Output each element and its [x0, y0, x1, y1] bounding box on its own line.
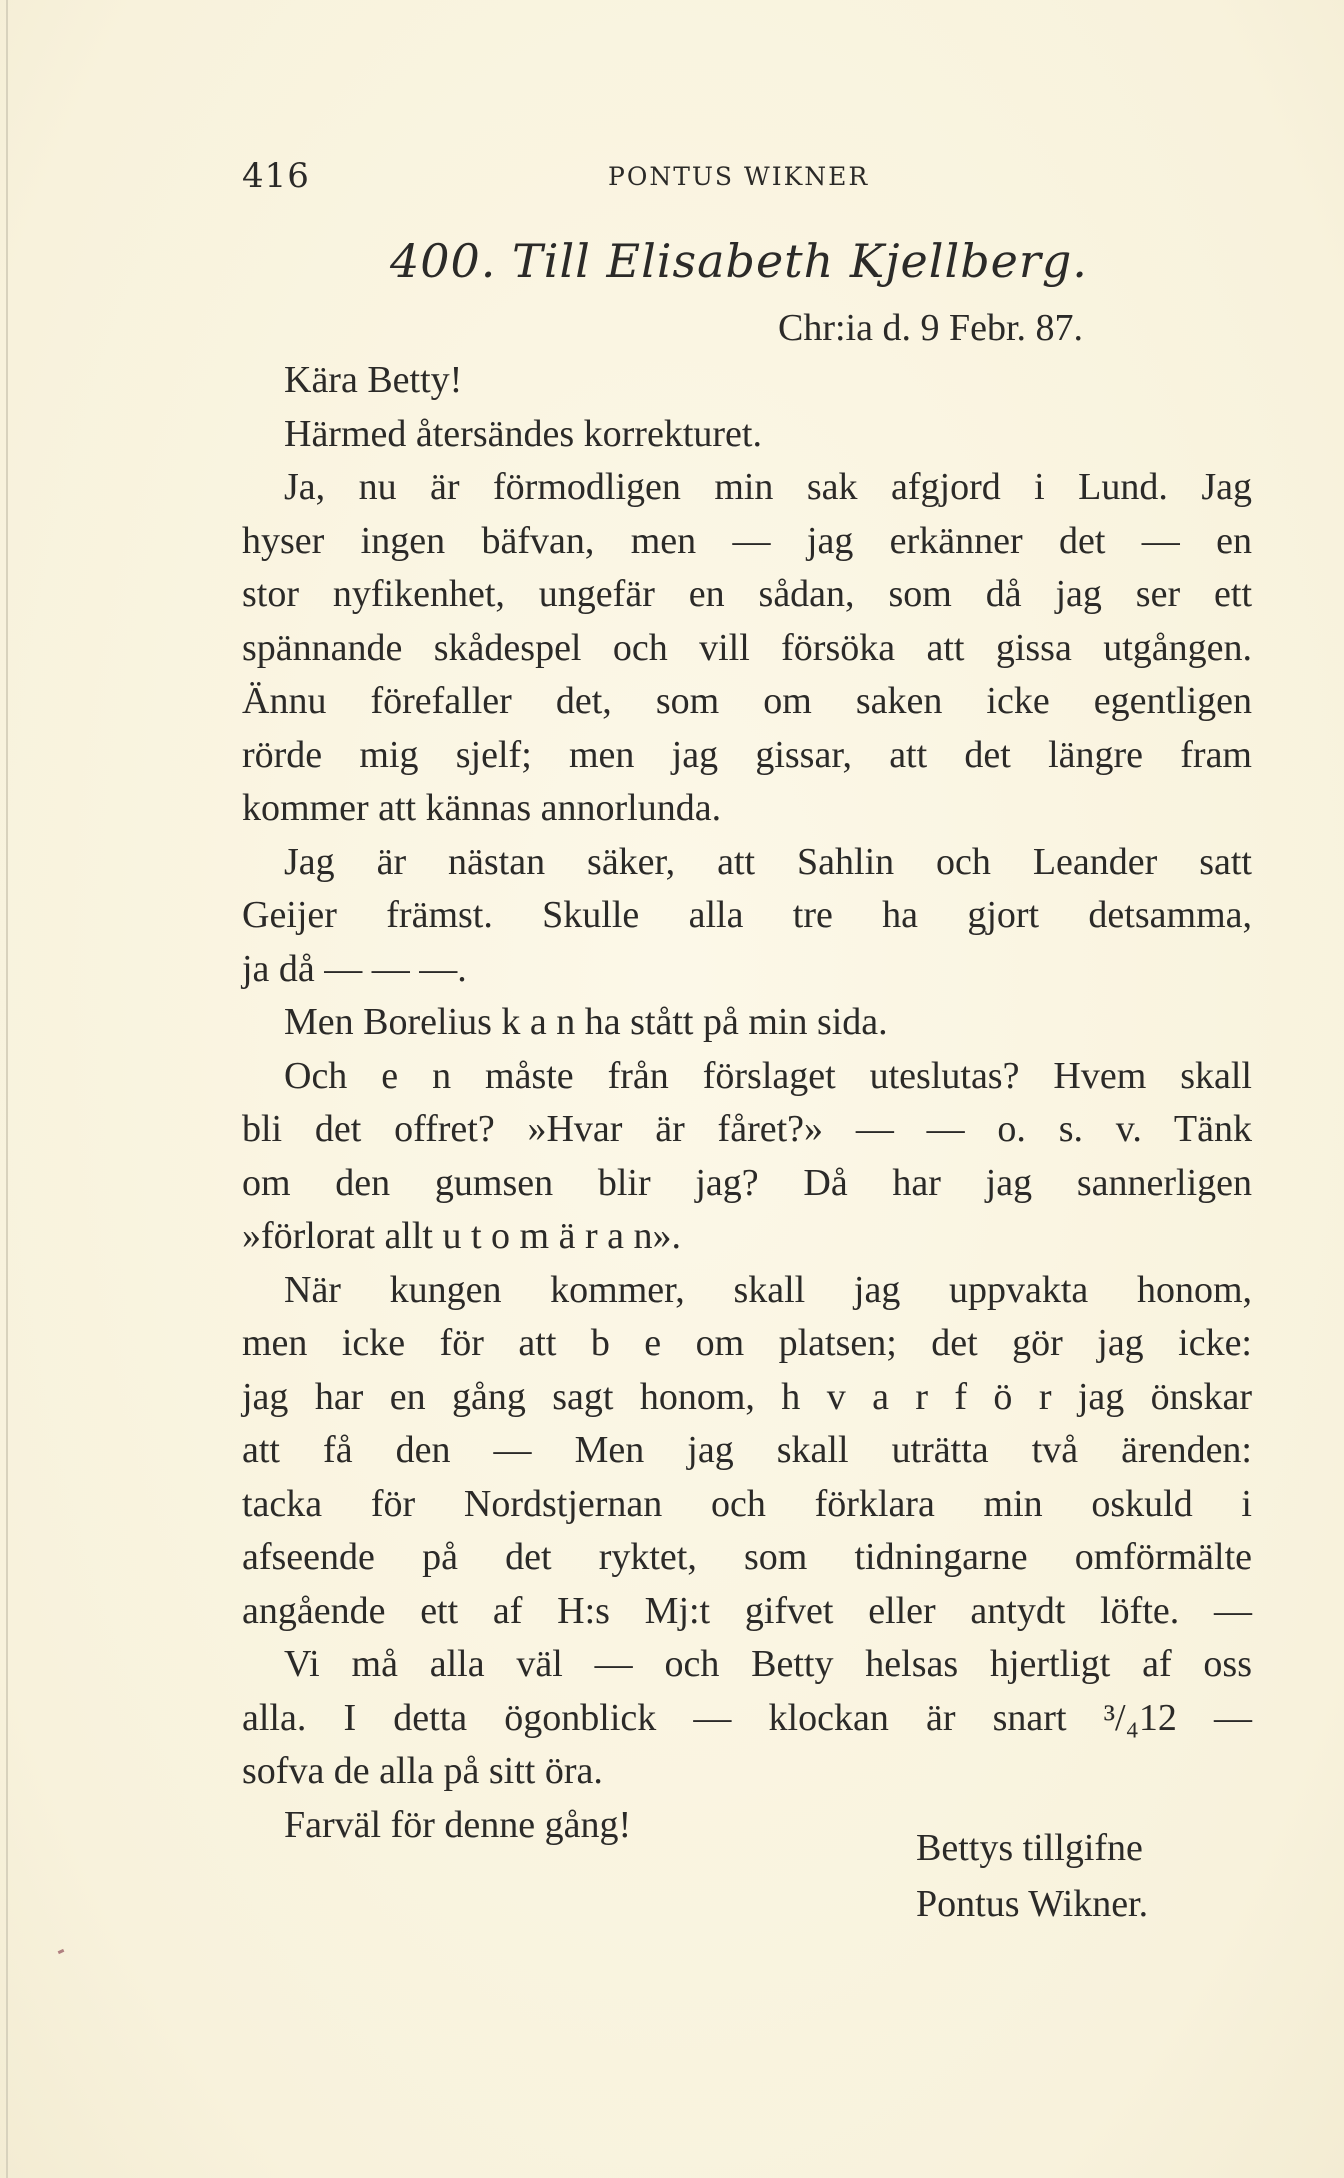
body-line: jag har en gång sagt honom, h v a r f ö r jag önskar — [242, 1375, 1252, 1418]
page-number: 416 — [242, 156, 310, 196]
body-line: »förlorat allt u t o m ä r a n». — [242, 1215, 681, 1257]
body-line: När kungen kommer, skall jag uppvakta honom, — [284, 1268, 1252, 1311]
body-line: bli det offret? »Hvar är fåret?» — — o. s. v. Tänk — [242, 1108, 1252, 1150]
salutation: Kära Betty! — [284, 359, 463, 401]
page-edge — [6, 0, 8, 2178]
body-line: sofva de alla på sitt öra. — [242, 1750, 603, 1792]
body-line: ja då — — —. — [242, 947, 467, 990]
body-line: hyser ingen bäfvan, men — jag erkänner det — en — [242, 519, 1252, 562]
running-head: PONTUS WIKNER — [608, 162, 870, 191]
signature-name: Pontus Wikner. — [916, 1883, 1149, 1925]
body-line: Och e n måste från förslaget uteslutas? Hvem skall — [284, 1054, 1252, 1097]
body-line: stor nyfikenhet, ungefär en sådan, som då jag ser ett — [242, 573, 1252, 615]
letter-title: 400. Till Elisabeth Kjellberg. — [390, 234, 1088, 288]
body-line: spännande skådespel och vill försöka att gissa utgången. — [242, 626, 1252, 669]
body-line: angående ett af H:s Mj:t gifvet eller antydt löfte. — — [242, 1589, 1252, 1632]
body-line: tacka för Nordstjernan och förklara min oskuld i — [242, 1482, 1252, 1525]
page-header — [242, 156, 884, 196]
body-line: Men Borelius k a n ha stått på min sida. — [284, 1001, 888, 1043]
body-line: Ännu förefaller det, som om saken icke egentligen — [242, 680, 1252, 722]
body-line: afseende på det ryktet, som tidningarne omförmälte — [242, 1536, 1252, 1578]
body-line: om den gumsen blir jag? Då har jag sannerligen — [242, 1161, 1252, 1204]
letter-body — [242, 354, 1252, 1852]
ink-speck — [58, 1949, 65, 1954]
signature-closing: Bettys tillgifne — [916, 1827, 1143, 1869]
closing: Farväl för denne gång! — [284, 1803, 632, 1846]
body-line: Geijer främst. Skulle alla tre ha gjort detsamma, — [242, 894, 1252, 936]
body-line: rörde mig sjelf; men jag gissar, att det längre fram — [242, 733, 1252, 776]
body-line: kommer att kännas annorlunda. — [242, 787, 722, 829]
dateline: Chr:ia d. 9 Febr. 87. — [778, 307, 1084, 349]
body-line: Härmed återsändes korrekturet. — [284, 412, 762, 455]
body-line: att få den — Men jag skall uträtta två ärenden: — [242, 1429, 1252, 1471]
body-line: men icke för att b e om platsen; det gör jag icke: — [242, 1322, 1252, 1364]
body-line: Vi må alla väl — och Betty helsas hjertligt af oss — [284, 1643, 1252, 1685]
body-line: Ja, nu är förmodligen min sak afgjord i Lund. Jag — [284, 466, 1252, 508]
body-line: Jag är nästan säker, att Sahlin och Leander satt — [284, 840, 1252, 883]
body-line: alla. I detta ögonblick — klockan är snart ³/₄12 — — [242, 1696, 1252, 1739]
